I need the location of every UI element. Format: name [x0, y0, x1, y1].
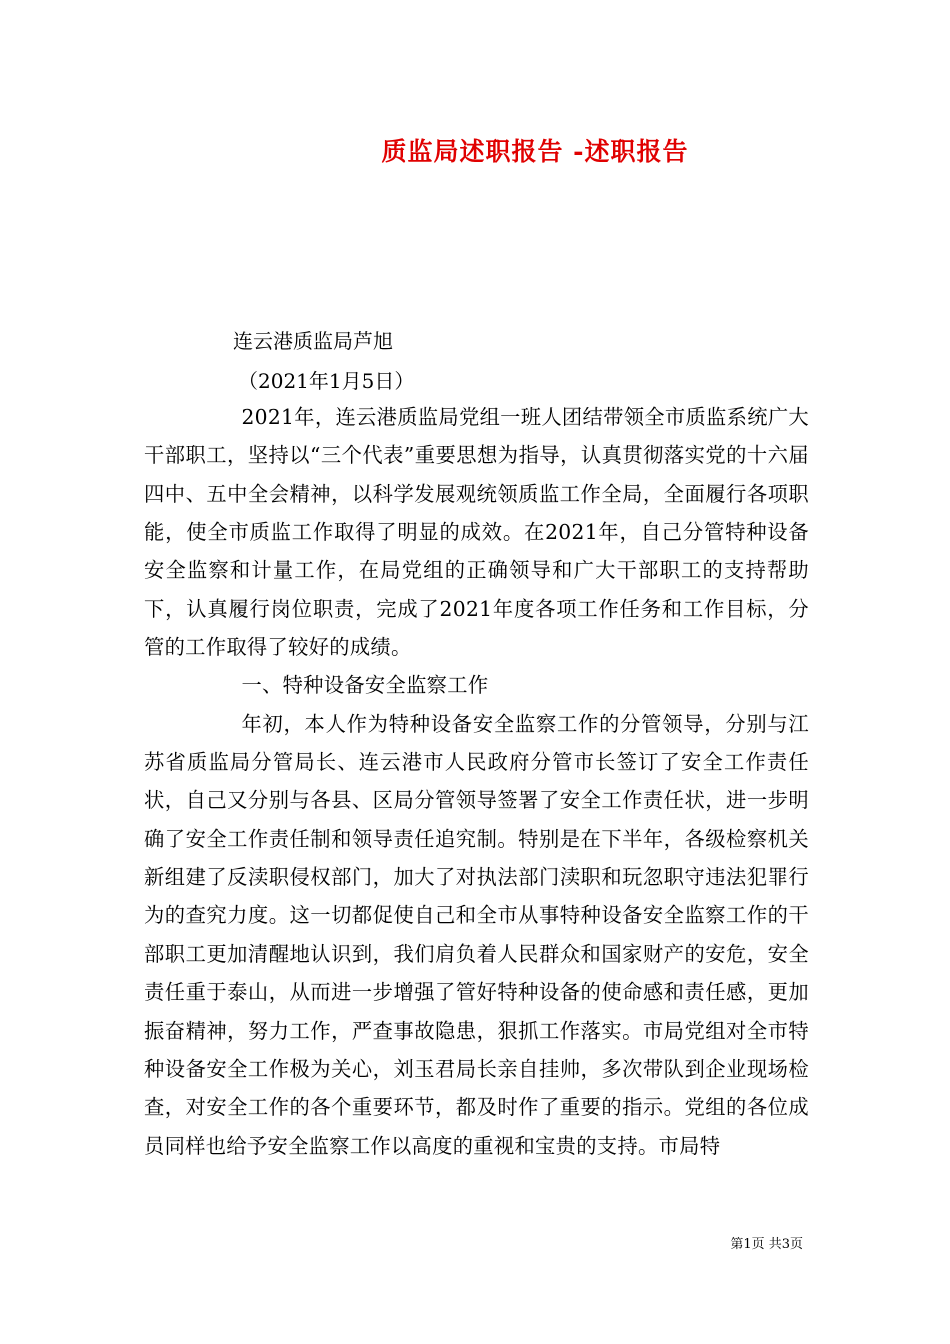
paragraph-section-1: 年初，本人作为特种设备安全监察工作的分管领导，分别与江苏省质监局分管局长、连云港市人民政府分管市长签订了安全工作责任状，自己又分别与各县、区局分管领导签署了安全工作责任状，进一步明确了安全工作责任制和领导责任追究制。特别是在下半年，各级检察机关新组建了反渎职侵权部门，加大了对执法部门渎职和玩忽职守违法犯罪行为的查究力度。这一切都促使自己和全市从事特种设备安全监察工作的干部职工更加清醒地认识到，我们肩负着人民群众和国家财产的安危，安全责任重于泰山，从而进一步增强了管好特种设备的使命感和责任感，更加振奋精神，努力工作，严查事故隐患，狠抓工作落实。市局党组对全市特种设备安全工作极为关心，刘玉君局长亲自挂帅，多次带队到企业现场检查，对安全工作的各个重要环节，都及时作了重要的指示。党组的各位成员同样也给予安全监察工作以高度的重视和宝贵的支持。市局特: [144, 711, 809, 1158]
body-text: [144, 398, 809, 1165]
date-line: （2021年1月5日）: [238, 369, 415, 393]
author-line: 连云港质监局芦旭: [233, 329, 393, 353]
paragraph-intro: 2021年，连云港质监局党组一班人团结带领全市质监系统广大干部职工，坚持以“三个代表”重要思想为指导，认真贯彻落实党的十六届四中、五中全会精神，以科学发展观统领质监工作全局，全面履行各项职能，使全市质监工作取得了明显的成效。在2021年，自己分管特种设备安全监察和计量工作，在局党组的正确领导和广大干部职工的支持帮助下，认真履行岗位职责，完成了2021年度各项工作任务和工作目标，分管的工作取得了较好的成绩。: [144, 405, 809, 660]
section-heading: 一、特种设备安全监察工作: [241, 673, 489, 698]
document-title: 质监局述职报告 -述职报告: [381, 137, 689, 166]
page-footer: 第1页 共3页: [730, 1237, 803, 1252]
